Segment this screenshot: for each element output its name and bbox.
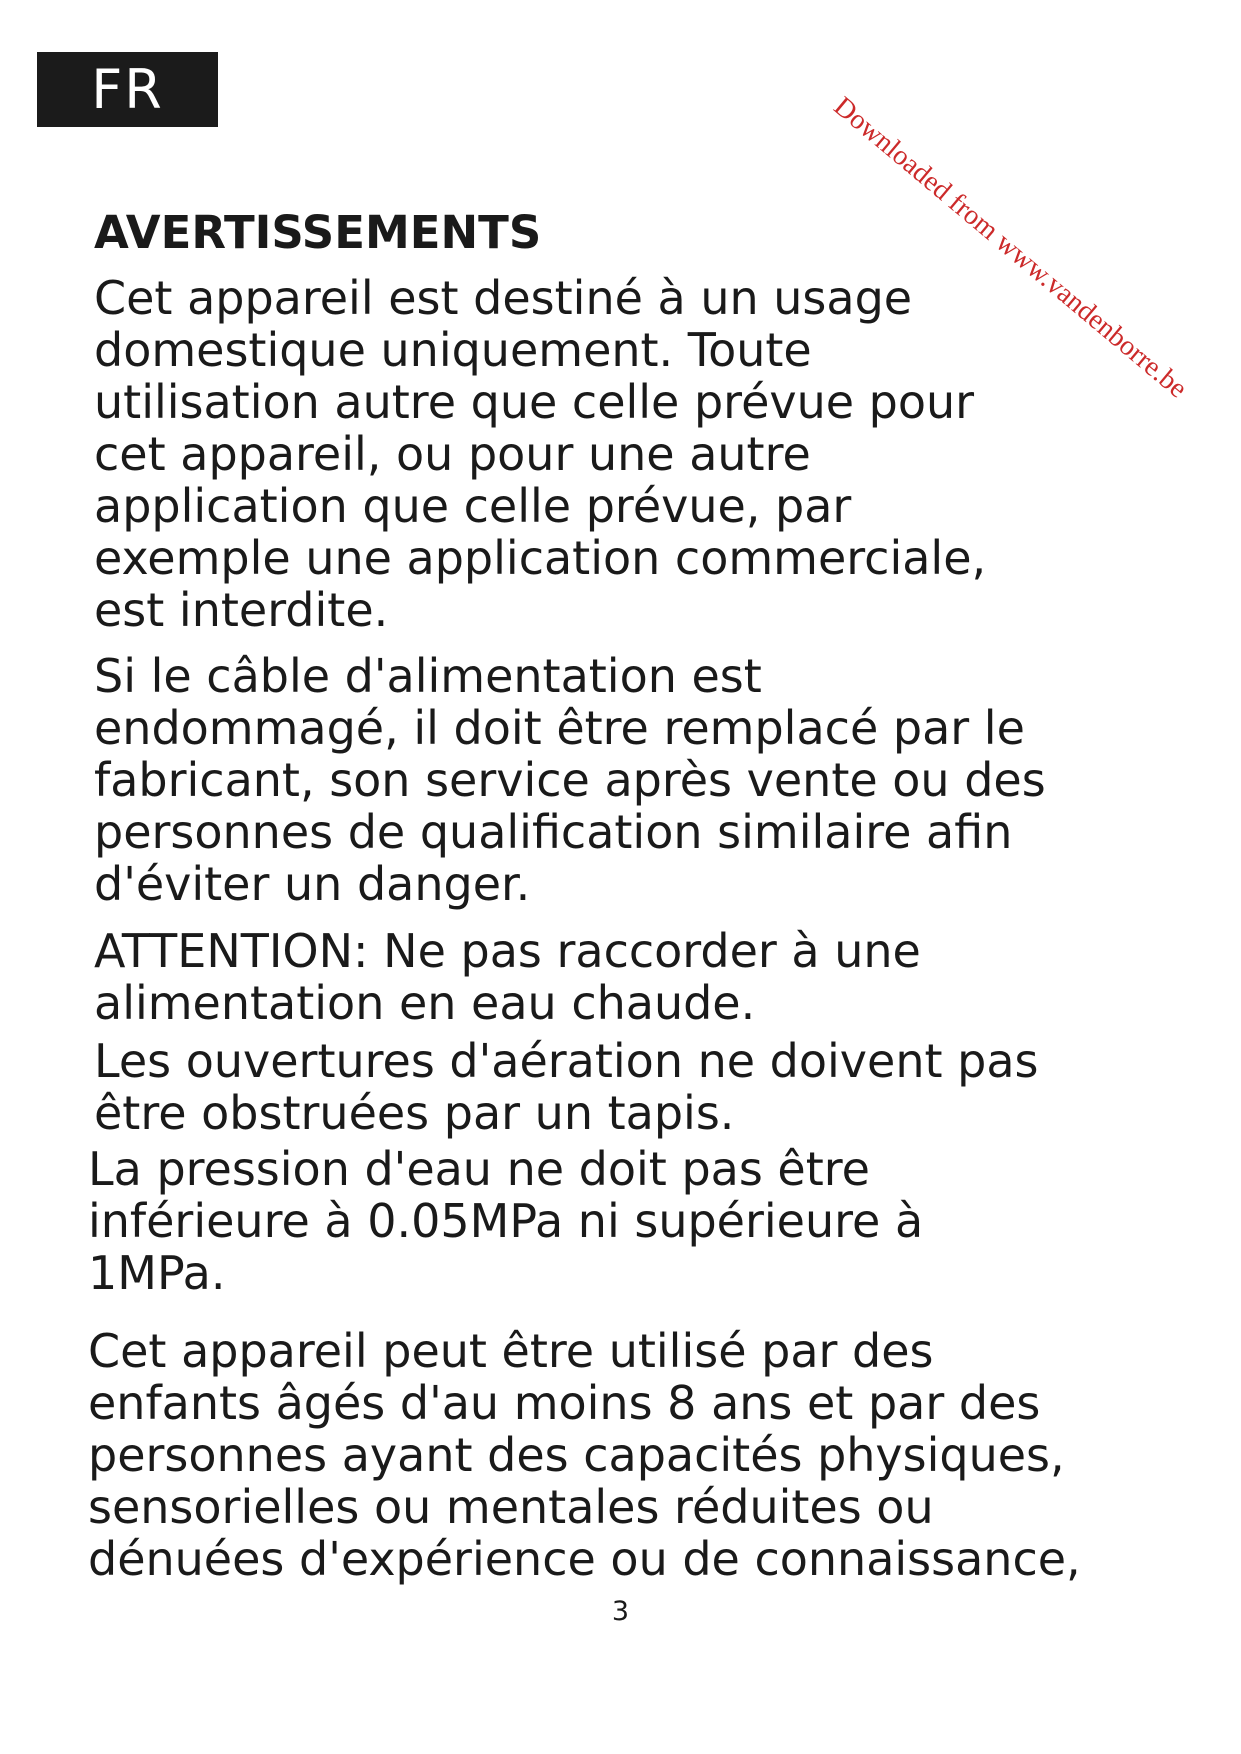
paragraph-hot-water-warning: ATTENTION: Ne pas raccorder à une alimentation en eau chaude. xyxy=(94,924,921,1030)
page-number: 3 xyxy=(611,1596,630,1627)
download-watermark: Downloaded from www.vandenborre.be xyxy=(827,90,1193,405)
language-badge xyxy=(37,52,218,127)
paragraph-power-cable: Si le câble d'alimentation est endommagé, il doit être remplacé par le fabricant, son service après vente ou des personnes de qualification similaire afin d'éviter un danger. xyxy=(94,649,1046,911)
paragraph-water-pressure: La pression d'eau ne doit pas être inférieure à 0.05MPa ni supérieure à 1MPa. xyxy=(88,1142,924,1300)
paragraph-children-use: Cet appareil peut être utilisé par des enfants âgés d'au moins 8 ans et par des personnes ayant des capacités physiques, sensorielles ou mentales réduites ou dénuées d'expérience ou de connaissance, xyxy=(88,1324,1081,1586)
section-title: AVERTISSEMENTS xyxy=(94,206,542,259)
paragraph-ventilation: Les ouvertures d'aération ne doivent pas être obstruées par un tapis. xyxy=(94,1034,1039,1140)
language-code: FR xyxy=(91,58,164,121)
paragraph-domestic-use: Cet appareil est destiné à un usage domestique uniquement. Toute utilisation autre que celle prévue pour cet appareil, ou pour une autre application que celle prévue, par exemple une application commerciale, est interdite. xyxy=(94,271,987,637)
